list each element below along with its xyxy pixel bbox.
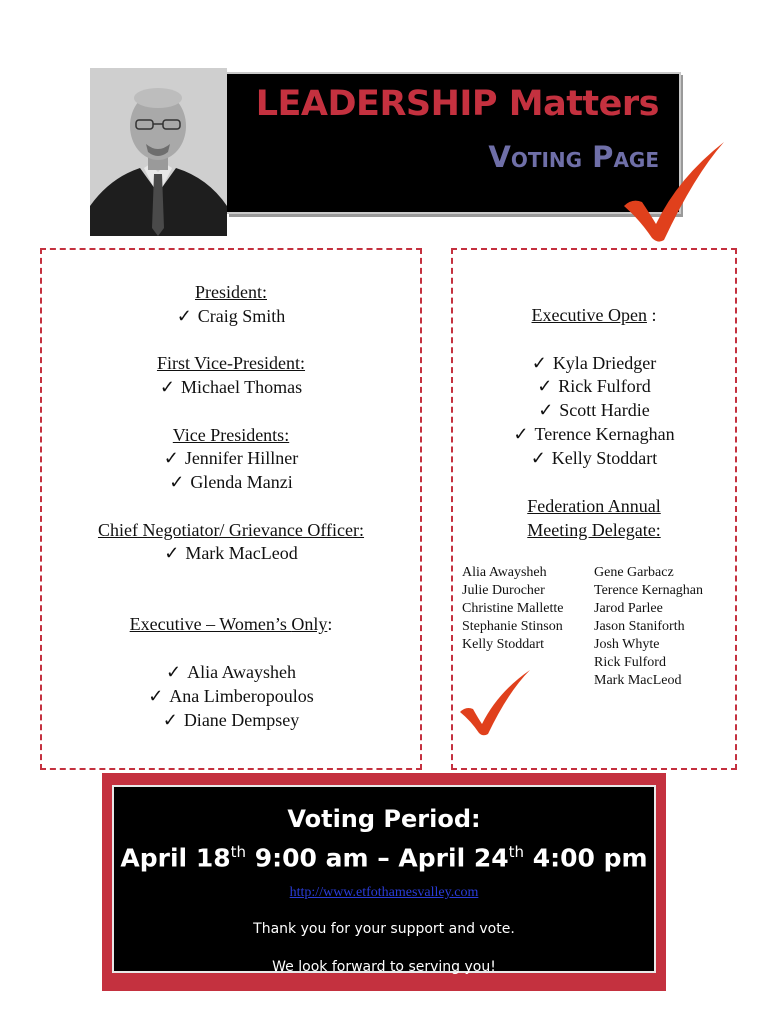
- candidate-item: ✓ Alia Awaysheh: [166, 662, 296, 682]
- list-item: Christine Mallette: [462, 601, 564, 616]
- check-icon: ✓: [163, 448, 179, 468]
- candidate-item: ✓ Kelly Stoddart: [530, 448, 658, 468]
- candidate-item: ✓ Rick Fulford: [537, 376, 651, 396]
- candidate-item: ✓ Mark MacLeod: [164, 543, 298, 563]
- website-link[interactable]: http://www.etfothamesvalley.com: [289, 885, 479, 900]
- check-icon: ✓: [538, 400, 554, 420]
- check-icon: ✓: [162, 710, 178, 730]
- header-banner: [227, 72, 681, 214]
- check-icon: ✓: [531, 353, 547, 373]
- check-icon: ✓: [166, 662, 182, 682]
- checkmark-icon: [458, 668, 533, 738]
- candidate-item: ✓ Craig Smith: [176, 306, 286, 326]
- list-item: Kelly Stoddart: [462, 637, 545, 652]
- list-item: Jason Staniforth: [594, 619, 685, 634]
- candidate-item: ✓ Michael Thomas: [159, 377, 303, 397]
- first-vp-heading: First Vice-President:: [156, 353, 306, 373]
- list-item: Gene Garbacz: [594, 565, 674, 580]
- candidate-item: ✓ Diane Dempsey: [162, 710, 300, 730]
- candidate-item: ✓ Scott Hardie: [538, 400, 650, 420]
- list-item: Mark MacLeod: [594, 673, 682, 688]
- list-item: Terence Kernaghan: [594, 583, 704, 598]
- list-item: Josh Whyte: [594, 637, 660, 652]
- thanks-text: Thank you for your support and vote.: [253, 921, 515, 937]
- list-item: Rick Fulford: [594, 655, 666, 670]
- check-icon: ✓: [159, 377, 175, 397]
- check-icon: ✓: [513, 424, 529, 444]
- check-icon: ✓: [537, 376, 553, 396]
- check-icon: ✓: [164, 543, 180, 563]
- portrait-photo: [90, 68, 227, 236]
- delegate-list-col2: [594, 564, 703, 690]
- federation-heading-line2: Meeting Delegate:: [527, 520, 661, 540]
- voting-period-box: [112, 785, 656, 973]
- list-item: Jarod Parlee: [594, 601, 663, 616]
- candidate-item: ✓ Ana Limberopoulos: [148, 686, 314, 706]
- check-icon: ✓: [169, 472, 185, 492]
- header-subtitle: Voting Page: [488, 140, 659, 174]
- checkmark-icon: [620, 140, 728, 248]
- header-title: LEADERSHIP Matters: [255, 84, 659, 124]
- chief-negotiator-heading: Chief Negotiator/ Grievance Officer:: [97, 520, 365, 540]
- check-icon: ✓: [176, 306, 192, 326]
- voting-period-banner: [102, 773, 666, 991]
- women-only-heading: Executive – Women’s Only:: [129, 614, 333, 634]
- closing-text: We look forward to serving you!: [272, 959, 496, 975]
- candidate-item: ✓ Glenda Manzi: [169, 472, 293, 492]
- delegate-list-col1: [462, 564, 563, 654]
- list-item: Alia Awaysheh: [462, 565, 547, 580]
- left-candidates-panel: [40, 248, 422, 770]
- list-item: Stephanie Stinson: [462, 619, 563, 634]
- list-item: Julie Durocher: [462, 583, 545, 598]
- voting-period-title: Voting Period:: [287, 805, 481, 833]
- candidate-item: ✓ Kyla Driedger: [531, 353, 657, 373]
- candidate-item: ✓ Terence Kernaghan: [513, 424, 675, 444]
- candidate-item: ✓ Jennifer Hillner: [163, 448, 299, 468]
- vps-heading: Vice Presidents:: [172, 425, 290, 445]
- check-icon: ✓: [530, 448, 546, 468]
- federation-heading-line1: Federation Annual: [527, 496, 661, 516]
- executive-open-heading: Executive Open :: [531, 305, 657, 325]
- voting-period-dates: April 18th 9:00 am – April 24th 4:00 pm: [120, 843, 648, 873]
- check-icon: ✓: [148, 686, 164, 706]
- president-heading: President:: [195, 282, 267, 302]
- portrait-illustration: [90, 68, 227, 236]
